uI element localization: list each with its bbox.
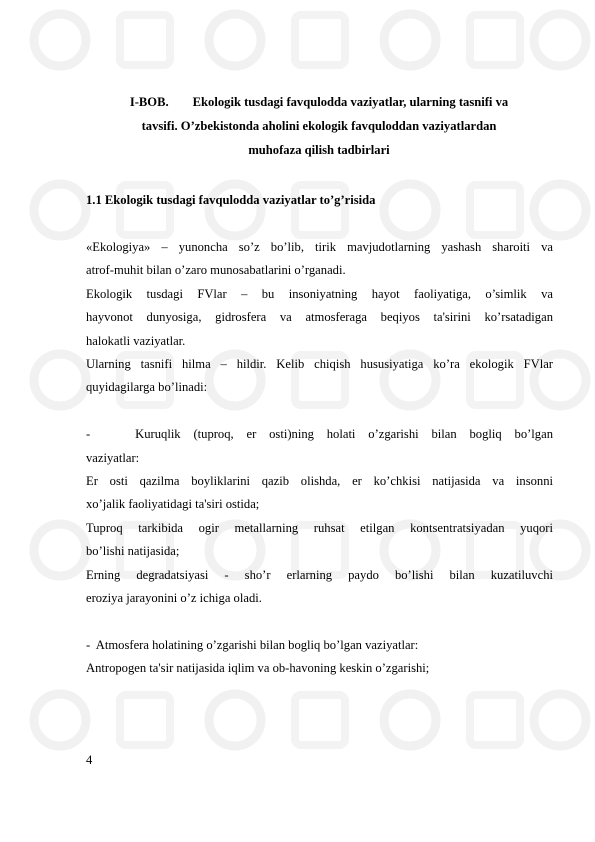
text-line: atrof-muhit bilan o’zaro munosabatlarini o’rganadi. [86,263,346,278]
text-line: quyidagilarga bo’linadi: [86,380,208,395]
paragraph-heavy-metals [86,517,553,564]
body-text [86,236,553,681]
section-title: 1.1 Ekologik tusdagi favqulodda vaziyatlar to’g’risida [86,193,376,207]
text-line: bo’lishi natijasida; [86,544,180,559]
text-line: Antropogen ta'sir natijasida iqlim va ob-havoning keskin o’zgarishi; [86,661,430,676]
paragraph-mining [86,470,553,517]
text-line: hayvonot dunyosiga, gidrosfera va atmosferaga beqiyos ta'sirini ko’rsatadigan [86,310,553,325]
blank-line [86,400,553,423]
text-line: Ekologik tusdagi FVlar – bu insoniyatning hayot faoliyatiga, o’simlik va [86,286,553,301]
text-line: - Atmosfera holatining o’zgarishi bilan bogliq bo’lgan vaziyatlar: [86,637,419,652]
chapter-title-part-1: Ekologik tusdagi favqulodda vaziyatlar, ularning tasnifi va [192,95,509,109]
page-number: 4 [86,753,93,767]
text-line: Tuproq tarkibida ogir metallarning ruhsat etilgan kontsentratsiyadan yuqori [86,520,553,535]
text-line: Ularning tasnifi hilma – hildir. Kelib chiqish hususiyatiga ko’ra ekologik FVlar [86,357,553,372]
text-line: xo’jalik faoliyatidagi ta'siri ostida; [86,497,260,512]
text-line: «Ekologiya» – yunoncha so’z bo’lib, tirik mavjudotlarning yashash sharoiti va [86,240,553,254]
paragraph-anthropogenic [86,657,553,680]
text-line: halokatli vaziyatlar. [86,333,186,348]
list-item-atmosphere [86,634,553,657]
chapter-heading-line-3: muhofaza qilish tadbirlari [248,143,390,157]
blank-line [86,610,553,633]
chapter-heading-line-1 [86,90,552,114]
text-line: - Kuruqlik (tuproq, er osti)ning holati o’zgarishi bilan bogliq bo’lgan [86,427,553,442]
chapter-heading-line-2: tavsifi. O’zbekistonda aholini ekologik favquloddan vaziyatlardan [141,119,497,133]
chapter-label: I-BOB. [129,95,169,109]
paragraph-degradation [86,564,553,611]
paragraph-classification [86,353,553,400]
paragraph-ecological-emergencies [86,283,553,353]
text-line: Erning degradatsiyasi - sho’r erlarning paydo bo’lishi bilan kuzatiluvchi [86,567,553,582]
paragraph-ecology-definition [86,236,553,283]
text-line: vaziyatlar: [86,450,140,465]
text-line: Er osti qazilma boyliklarini qazib olishda, er ko’chkisi natijasida va insonni [86,474,553,489]
list-item-land-state [86,423,553,470]
text-line: eroziya jarayonini o’z ichiga oladi. [86,591,262,606]
chapter-heading [86,90,552,162]
